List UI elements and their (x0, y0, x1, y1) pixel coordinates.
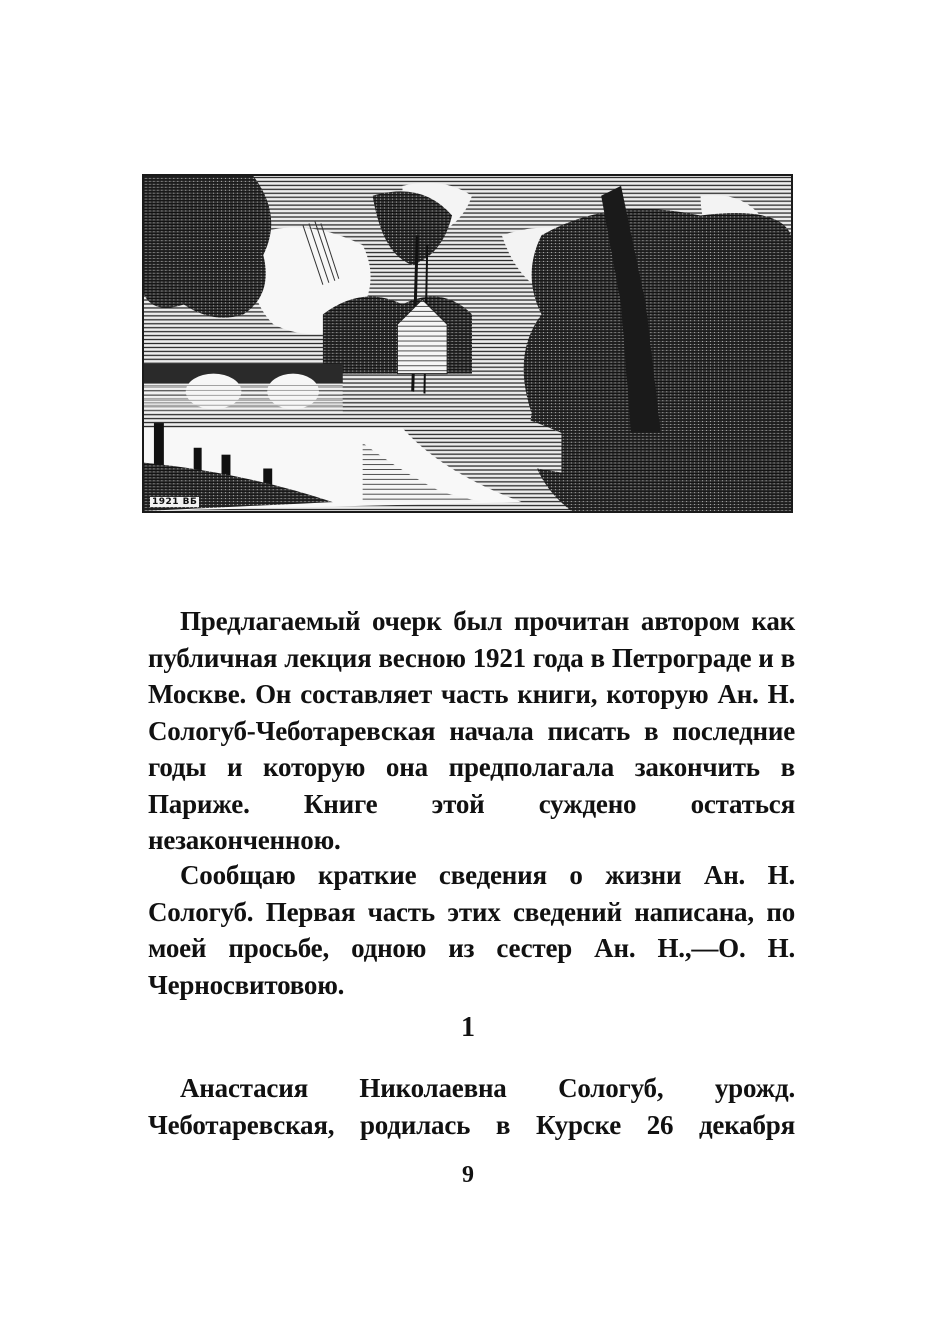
engraving-signature: 1921 ВБ (152, 497, 198, 507)
intro-paragraph-block (148, 603, 795, 859)
bio-note-paragraph: Сообщаю краткие сведения о жизни Ан. Н. Сологуб. Первая часть этих сведений написана, по моей просьбе, одною из сестер Ан. Н.,—О. Н. Черносвитовою. (148, 860, 795, 1000)
page-number: 9 (462, 1162, 474, 1188)
section-number: 1 (461, 1012, 475, 1043)
landscape-engraving (142, 174, 793, 513)
intro-paragraph: Предлагаемый очерк был прочитан автором как публичная лекция весною 1921 года в Петрограде и в Москве. Он составляет часть книги, которую Ан. Н. Сологуб-Чеботаревская начала писать в последние годы и которую она предполагала закончить в Париже. Книге этой суждено остаться незаконченною. (148, 606, 795, 855)
section-paragraph: Анастасия Николаевна Сологуб, урожд. Чеботаревская, родилась в Курске 26 декабря (148, 1073, 795, 1140)
engraving-image (144, 176, 791, 511)
section-text-block (148, 1070, 795, 1143)
bio-note-paragraph-block (148, 857, 795, 1003)
